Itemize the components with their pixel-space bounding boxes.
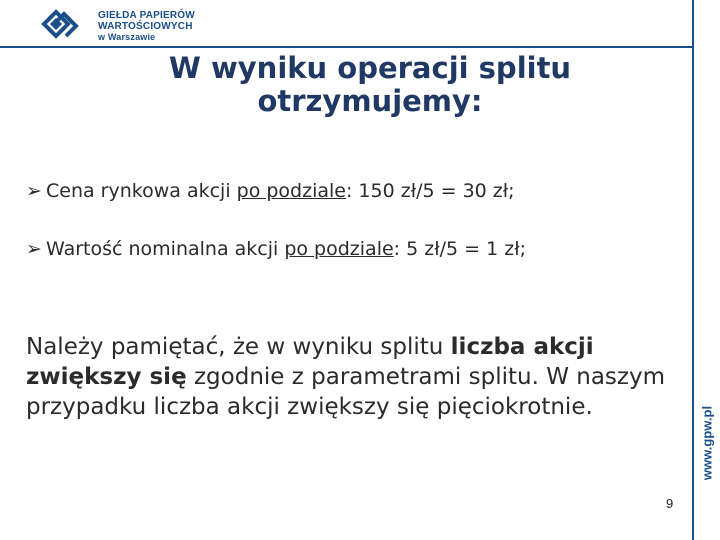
logo-line-2: WARTOŚCIOWYCH: [98, 21, 193, 32]
paragraph-bold: liczba akcji zwiększy się: [26, 334, 594, 390]
bullet-underlined: po podziale: [236, 180, 346, 202]
arrow-bullet-icon: ➢: [26, 180, 42, 202]
title-line-1: W wyniku operacji splitu: [168, 51, 572, 85]
bullet-underlined: po podziale: [284, 238, 394, 260]
paragraph-part-1: Należy pamiętać, że w wyniku splitu: [26, 334, 451, 360]
bullet-suffix: : 150 zł/5 = 30 zł;: [345, 180, 515, 202]
site-url-text: www.gpw.pl: [699, 405, 715, 481]
note-paragraph: [26, 332, 666, 422]
bullet-item-market-price: [26, 180, 515, 202]
bullet-prefix: Wartość nominalna akcji: [46, 238, 285, 260]
slide-title: [110, 52, 630, 118]
logo-text: [98, 10, 195, 43]
arrow-bullet-icon: ➢: [26, 238, 42, 260]
logo-line-3: w Warszawie: [98, 32, 156, 42]
site-url: [694, 398, 720, 488]
bullet-item-nominal-value: [26, 238, 526, 260]
page-number: 9: [666, 496, 674, 511]
bullet-suffix: : 5 zł/5 = 1 zł;: [393, 238, 527, 260]
logo-line-1: GIEŁDA PAPIERÓW: [98, 10, 195, 21]
header-divider: [0, 46, 692, 48]
title-line-2: otrzymujemy:: [257, 84, 483, 118]
bullet-prefix: Cena rynkowa akcji: [46, 180, 237, 202]
paragraph-part-2: zgodnie z parametrami splitu. W naszym przypadku liczba akcji zwiększy się pięciokrotnie.: [26, 364, 665, 420]
gpw-logo-icon: [34, 4, 84, 44]
